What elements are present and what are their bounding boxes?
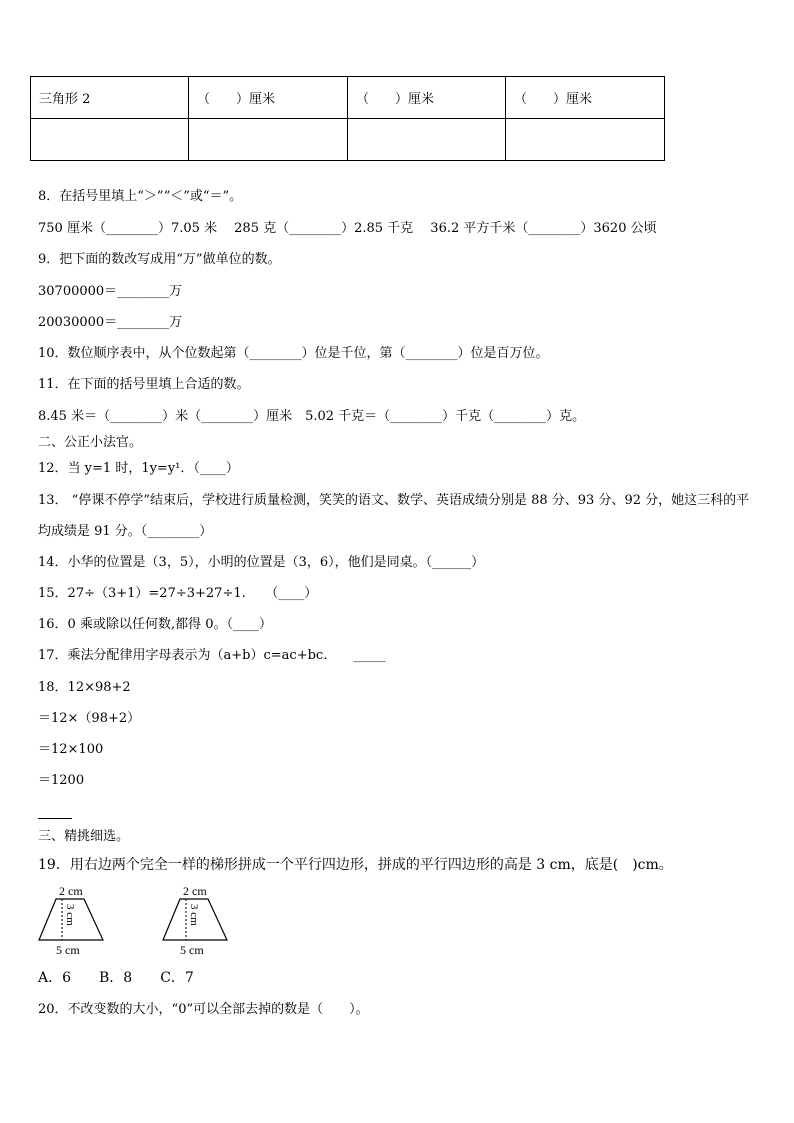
table-cell: 三角形 2: [31, 77, 189, 119]
question-16: 16．0 乘或除以任何数,都得 0。（____）: [38, 617, 272, 632]
question-18-line-2: ＝12×（98+2）: [38, 711, 141, 726]
question-18-line-3: ＝12×100: [38, 742, 104, 757]
question-9-b: 20030000＝________万: [38, 315, 183, 330]
trapezoid-figure-1: [36, 880, 116, 960]
table-cell: （ ）厘米: [348, 77, 506, 119]
section-2-heading: 二、公正小法官。: [38, 435, 143, 450]
question-8-row: 750 厘米（________）7.05 米 285 克（________）2.85 千克 36.2 平方千米（________）3620 公顷: [38, 221, 657, 236]
trapezoid-bottom-label: 5 cm: [180, 943, 204, 957]
trapezoid-height-label: 3 cm: [188, 904, 200, 926]
question-12: 12．当 y=1 时，1y=y¹．（____）: [38, 461, 239, 476]
question-10: 10．数位顺序表中，从个位数起第（________）位是千位，第（________）位是百万位。: [38, 346, 549, 361]
trapezoid-top-label: 2 cm: [59, 884, 83, 898]
trapezoid-bottom-label: 5 cm: [56, 943, 80, 957]
question-14: 14．小华的位置是（3，5），小明的位置是（3，6），他们是同桌。（______）: [38, 555, 485, 570]
question-9-a: 30700000＝________万: [38, 284, 183, 299]
trapezoid-top-label: 2 cm: [183, 884, 207, 898]
question-20: 20．不改变数的大小，“0”可以全部去掉的数是（ ）。: [38, 1002, 369, 1017]
question-19-prompt: 19．用右边两个完全一样的梯形拼成一个平行四边形，拼成的平行四边形的高是 3 cm，底是( )cm。: [38, 857, 673, 873]
table-row: [31, 119, 665, 161]
question-18-line-4: ＝1200: [38, 773, 85, 788]
question-17: 17．乘法分配律用字母表示为（a+b）c=ac+bc. _____: [38, 648, 386, 663]
divider: [38, 818, 72, 819]
question-13: 13． “停课不停学”结束后，学校进行质量检测，笑笑的语文、数学、英语成绩分别是 88 分、93 分、92 分，她这三科的平均成绩是 91 分。（________）: [38, 493, 750, 539]
table-cell: [31, 119, 189, 161]
measurement-table: [30, 76, 665, 161]
section-3-heading: 三、精挑细选。: [38, 829, 130, 844]
question-19-options: A．6 B．8 C．7: [38, 970, 194, 986]
table-row: [31, 77, 665, 119]
question-15: 15．27÷（3+1）=27÷3+27÷1. （____）: [38, 586, 318, 601]
question-11-prompt: 11．在下面的括号里填上合适的数。: [38, 377, 250, 392]
trapezoid-height-label: 3 cm: [64, 904, 76, 926]
question-8-prompt: 8．在括号里填上“＞”“＜”或“＝”。: [38, 189, 243, 204]
table-cell: （ ）厘米: [189, 77, 348, 119]
trapezoid-figure-2: [160, 880, 240, 960]
question-9-prompt: 9．把下面的数改写成用“万”做单位的数。: [38, 252, 281, 267]
table-cell: （ ）厘米: [506, 77, 665, 119]
question-18-line-1: 18．12×98+2: [38, 680, 131, 695]
table-cell: [348, 119, 506, 161]
table-cell: [506, 119, 665, 161]
table-cell: [189, 119, 348, 161]
question-11-row: 8.45 米＝（________）米（________）厘米 5.02 千克＝（________）千克（________）克。: [38, 409, 586, 424]
